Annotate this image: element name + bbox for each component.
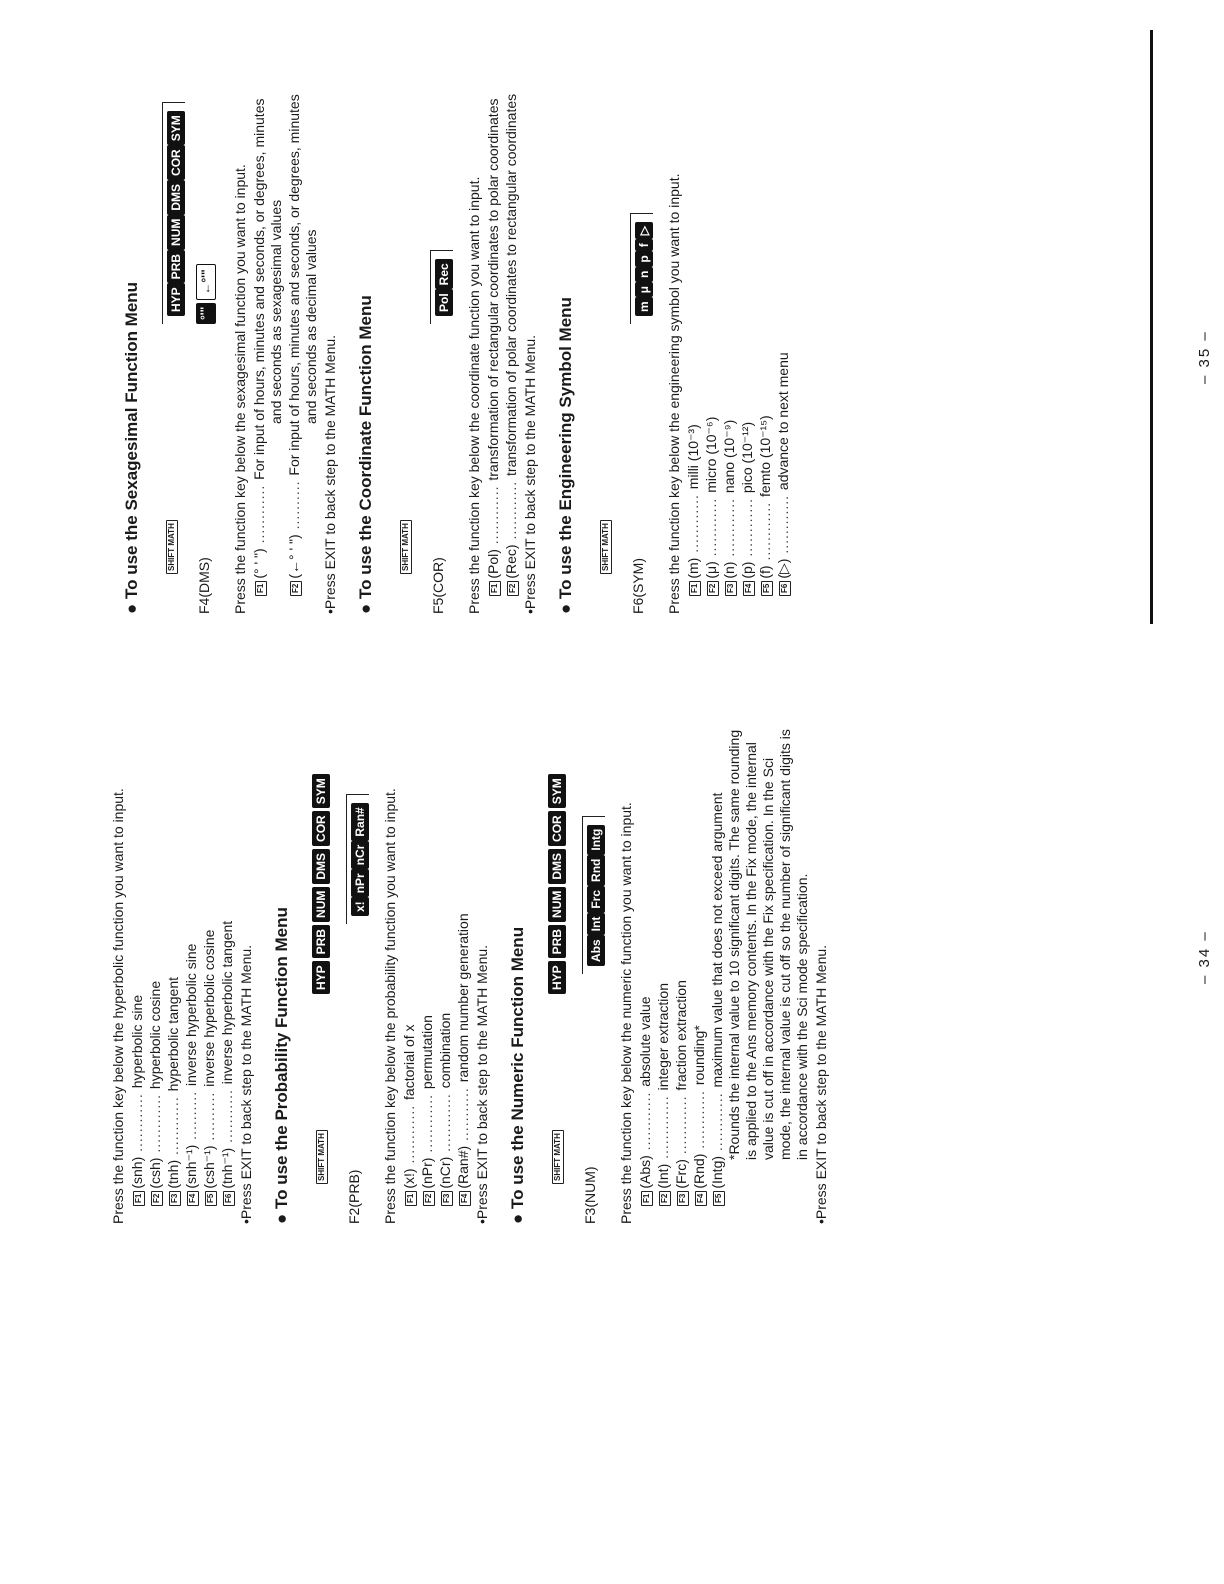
list-item: F6(tnh⁻¹) ........... inverse hyperbolic tangent — [218, 664, 236, 1224]
key-sequence — [576, 664, 610, 1224]
key-sequence — [390, 54, 424, 614]
numeric-menu-screen: AbsIntFrcRndIntg — [582, 816, 605, 974]
list-item: F4(p) ............ pico (10⁻¹²) — [738, 54, 756, 614]
math-menu-screen: HYP PRB NUM DMS COR SYM — [312, 774, 330, 994]
key-sequence — [190, 54, 224, 614]
list-item: F3(n) ............ nano (10⁻⁹) — [720, 54, 738, 614]
list-item: F4(Ran#) ........... random number generation — [454, 664, 472, 1224]
list-item: F1(snh) ............ hyperbolic sine — [128, 664, 146, 1224]
key-sequence — [156, 54, 190, 614]
dms-menu-screen: °'" ←°'" — [196, 264, 216, 324]
list-item: F5(f) ............ femto (10⁻¹⁵) — [756, 54, 774, 614]
f6-sym-key: F6(SYM) — [630, 558, 646, 614]
key-sequence — [590, 54, 624, 614]
list-item: F2(μ) ............ micro (10⁻⁶) — [702, 54, 720, 614]
list-item-continuation: and seconds as decimal values — [303, 229, 319, 424]
list-item: F3(Frc) ............ fraction extraction — [672, 664, 690, 1224]
rounding-footnote: *Rounds the internal value to 10 significant digits. The same rounding is applied to the Ans memory contents. In the Fix mode, the internal value is cut off in accordance with the Fix specification. In the Sci mode, the internal value is cut off so the number of significant digits is in accordance with the Sci mode specification. — [726, 729, 810, 1160]
key-sequence — [340, 664, 374, 1224]
shift-math-keys: SHIFT MATH — [552, 1130, 564, 1184]
probability-menu-screen: x!nPrnCrRan# — [346, 794, 369, 924]
sexagesimal-heading: ● To use the Sexagesimal Function Menu — [122, 281, 141, 614]
sexagesimal-list — [250, 54, 320, 614]
key-sequence — [624, 54, 658, 614]
coordinate-heading: ● To use the Coordinate Function Menu — [356, 295, 375, 614]
page-35-content — [118, 54, 792, 614]
list-item: F2(Rec) ............ transformation of polar coordinates to rectangular coordinates — [502, 54, 520, 614]
list-item-continuation: and seconds as sexagesimal values — [268, 199, 284, 424]
engineering-heading: ● To use the Engineering Symbol Menu — [556, 297, 575, 614]
page-number: – 35 – — [1196, 330, 1213, 384]
probability-heading: ● To use the Probability Function Menu — [272, 907, 291, 1224]
hyperbolic-intro: Press the function key below the hyperbolic function you want to input. — [110, 788, 126, 1224]
list-item: F4(snh⁻¹) .......... inverse hyperbolic sine — [182, 664, 200, 1224]
list-item: F6(▷) ............ advance to next menu — [774, 54, 792, 614]
numeric-intro: Press the function key below the numeric function you want to input. — [618, 802, 634, 1224]
list-item: F5(Intg) ............ maximum value that does not exceed argument — [708, 664, 726, 1224]
list-item: F5(csh⁻¹) .......... inverse hyperbolic cosine — [200, 664, 218, 1224]
page-35 — [0, 34, 1224, 634]
shift-math-keys: SHIFT MATH — [316, 1130, 328, 1184]
list-item: F1(x!) ............ factorial of x — [400, 664, 418, 1224]
f2-prb-key: F2(PRB) — [346, 1169, 362, 1224]
probability-intro: Press the function key below the probability function you want to input. — [382, 788, 398, 1224]
back-instruction: •Press EXIT to back step to the MATH Menu. — [813, 944, 829, 1224]
list-item: F1(Pol) ............ transformation of rectangular coordinates to polar coordinates — [484, 54, 502, 614]
math-menu-screen: HYPPRBNUMDMSCORSYM — [162, 102, 185, 324]
list-item: F1(° ' ") ............ For input of hours, minutes and seconds, or degrees, minutes — [250, 54, 268, 614]
page-34-content — [110, 664, 847, 1224]
f5-cor-key: F5(COR) — [430, 557, 446, 614]
numeric-heading: ● To use the Numeric Function Menu — [508, 926, 527, 1224]
engineering-intro: Press the function key below the engineering symbol you want to input. — [666, 173, 682, 614]
list-item: F1(m) ............ milli (10⁻³) — [684, 54, 702, 614]
math-menu-screen: HYP PRB NUM DMS COR SYM — [548, 774, 566, 994]
page-number: – 34 – — [1196, 930, 1213, 984]
back-instruction: •Press EXIT to back step to the MATH Menu. — [322, 334, 338, 614]
shift-math-keys: SHIFT MATH — [166, 520, 178, 574]
back-instruction: •Press EXIT to back step to the MATH Menu. — [522, 334, 538, 614]
page-34 — [0, 584, 1224, 1224]
list-item: F2(←° ' ") .......... For input of hours, minutes and seconds, or degrees, minutes — [285, 54, 303, 614]
coordinate-intro: Press the function key below the coordinate function you want to input. — [466, 176, 482, 614]
f3-num-key: F3(NUM) — [582, 1166, 598, 1224]
list-item: F3(tnh) ............ hyperbolic tangent — [164, 664, 182, 1224]
key-sequence — [424, 54, 458, 614]
back-instruction: •Press EXIT to back step to the MATH Menu. — [238, 944, 254, 1224]
list-item: F4(Rnd) ............ rounding* — [690, 664, 708, 1224]
coordinate-menu-screen: PolRec — [430, 250, 453, 324]
engineering-list — [684, 54, 792, 614]
shift-math-keys: SHIFT MATH — [400, 520, 412, 574]
probability-list — [400, 664, 472, 1224]
engineering-menu-screen: mμnpf▷ — [630, 213, 653, 324]
f4-dms-key: F4(DMS) — [196, 557, 212, 614]
key-sequence — [542, 664, 576, 1224]
list-item: F2(nPr) ............ permutation — [418, 664, 436, 1224]
list-item: F1(Abs) ............ absolute value — [636, 664, 654, 1224]
shift-math-keys: SHIFT MATH — [600, 520, 612, 574]
back-instruction: •Press EXIT to back step to the MATH Menu. — [474, 944, 490, 1224]
list-item: F2(csh) ............ hyperbolic cosine — [146, 664, 164, 1224]
coordinate-list — [484, 54, 520, 614]
hyperbolic-list — [128, 664, 236, 1224]
key-sequence — [306, 664, 340, 1224]
list-item: F2(Int) ............. integer extraction — [654, 664, 672, 1224]
sexagesimal-intro: Press the function key below the sexagesimal function you want to input. — [232, 164, 248, 614]
numeric-list — [636, 664, 726, 1224]
list-item: F3(nCr) ............ combination — [436, 664, 454, 1224]
